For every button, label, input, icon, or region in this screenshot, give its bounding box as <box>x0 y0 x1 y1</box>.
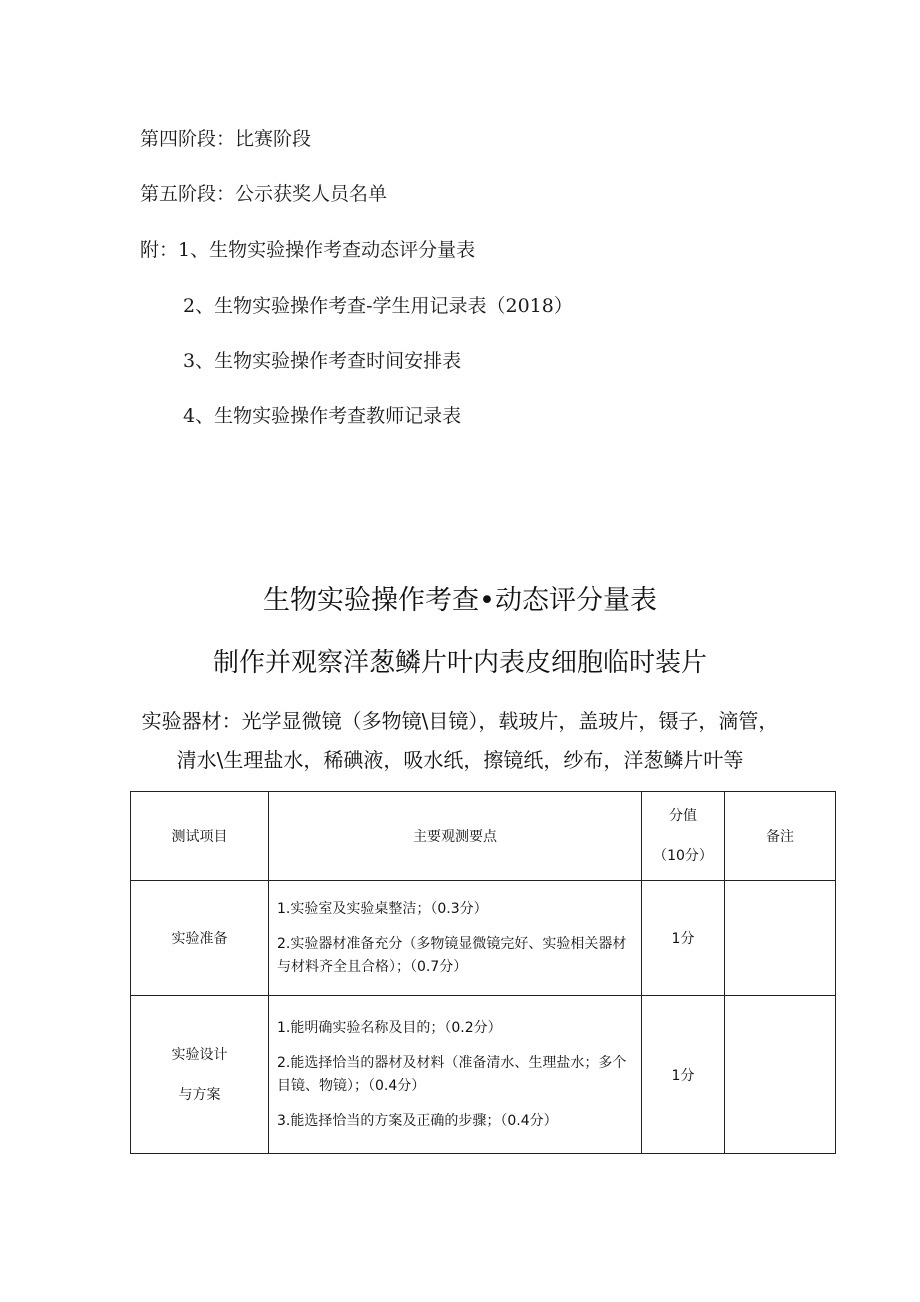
row-remark-cell[interactable] <box>725 996 836 1154</box>
appendix-item-3: 3、生物实验操作考查时间安排表 <box>183 350 462 372</box>
table-row <box>131 881 836 996</box>
form-subtitle: 制作并观察洋葱鳞片叶内表皮细胞临时装片 <box>212 648 707 678</box>
header-score-total: （10分） <box>653 848 713 864</box>
row-item-label: 实验准备 <box>171 931 228 947</box>
row-points-cell <box>269 996 642 1154</box>
header-score-label: 分值 <box>669 808 697 824</box>
row-item-cell <box>131 996 269 1154</box>
header-remark: 备注 <box>725 792 836 881</box>
appendix-line-1 <box>140 237 475 263</box>
row-score-cell: 1分 <box>642 881 725 996</box>
stage-5: 第五阶段：公示获奖人员名单 <box>140 183 388 205</box>
row-remark-cell[interactable] <box>725 881 836 996</box>
observation-point: 3.能选择恰当的方案及正确的步骤；（0.4分） <box>277 1112 558 1129</box>
observation-point: 1.能明确实验名称及目的；（0.2分） <box>277 1019 502 1036</box>
header-test-item: 测试项目 <box>131 792 269 881</box>
row-score-cell: 1分 <box>642 996 725 1154</box>
form-title: 生物实验操作考查•动态评分量表 <box>263 585 657 616</box>
stage-4: 第四阶段：比赛阶段 <box>140 128 312 150</box>
row-points-cell <box>269 881 642 996</box>
table-header-row <box>131 792 836 881</box>
row-item-label: 与方案 <box>178 1086 221 1103</box>
table-row <box>131 996 836 1154</box>
appendix-prefix: 附： <box>140 239 179 261</box>
materials-line-2: 清水\生理盐水，稀碘液，吸水纸，擦镜纸，纱布，洋葱鳞片叶等 <box>176 748 744 772</box>
appendix-item-4: 4、生物实验操作考查教师记录表 <box>183 405 462 427</box>
scoring-table <box>130 791 836 1154</box>
appendix-item-1: 1、生物实验操作考查动态评分量表 <box>178 239 476 261</box>
materials-line-1: 实验器材：光学显微镜（多物镜\目镜），载玻片，盖玻片，镊子，滴管， <box>141 709 779 733</box>
appendix-item-2: 2、生物实验操作考查-学生用记录表（2018） <box>183 295 573 317</box>
observation-point: 1.实验室及实验桌整洁；（0.3分） <box>277 900 488 917</box>
header-score <box>642 792 725 881</box>
row-item-cell <box>131 881 269 996</box>
row-item-label: 实验设计 <box>171 1046 228 1063</box>
observation-point: 2.能选择恰当的器材及材料（准备清水、生理盐水；多个目镜、物镜）；（0.4分） <box>277 1054 627 1094</box>
observation-point: 2.实验器材准备充分（多物镜显微镜完好、实验相关器材与材料齐全且合格）；（0.7分） <box>277 935 627 975</box>
header-observation-points: 主要观测要点 <box>269 792 642 881</box>
